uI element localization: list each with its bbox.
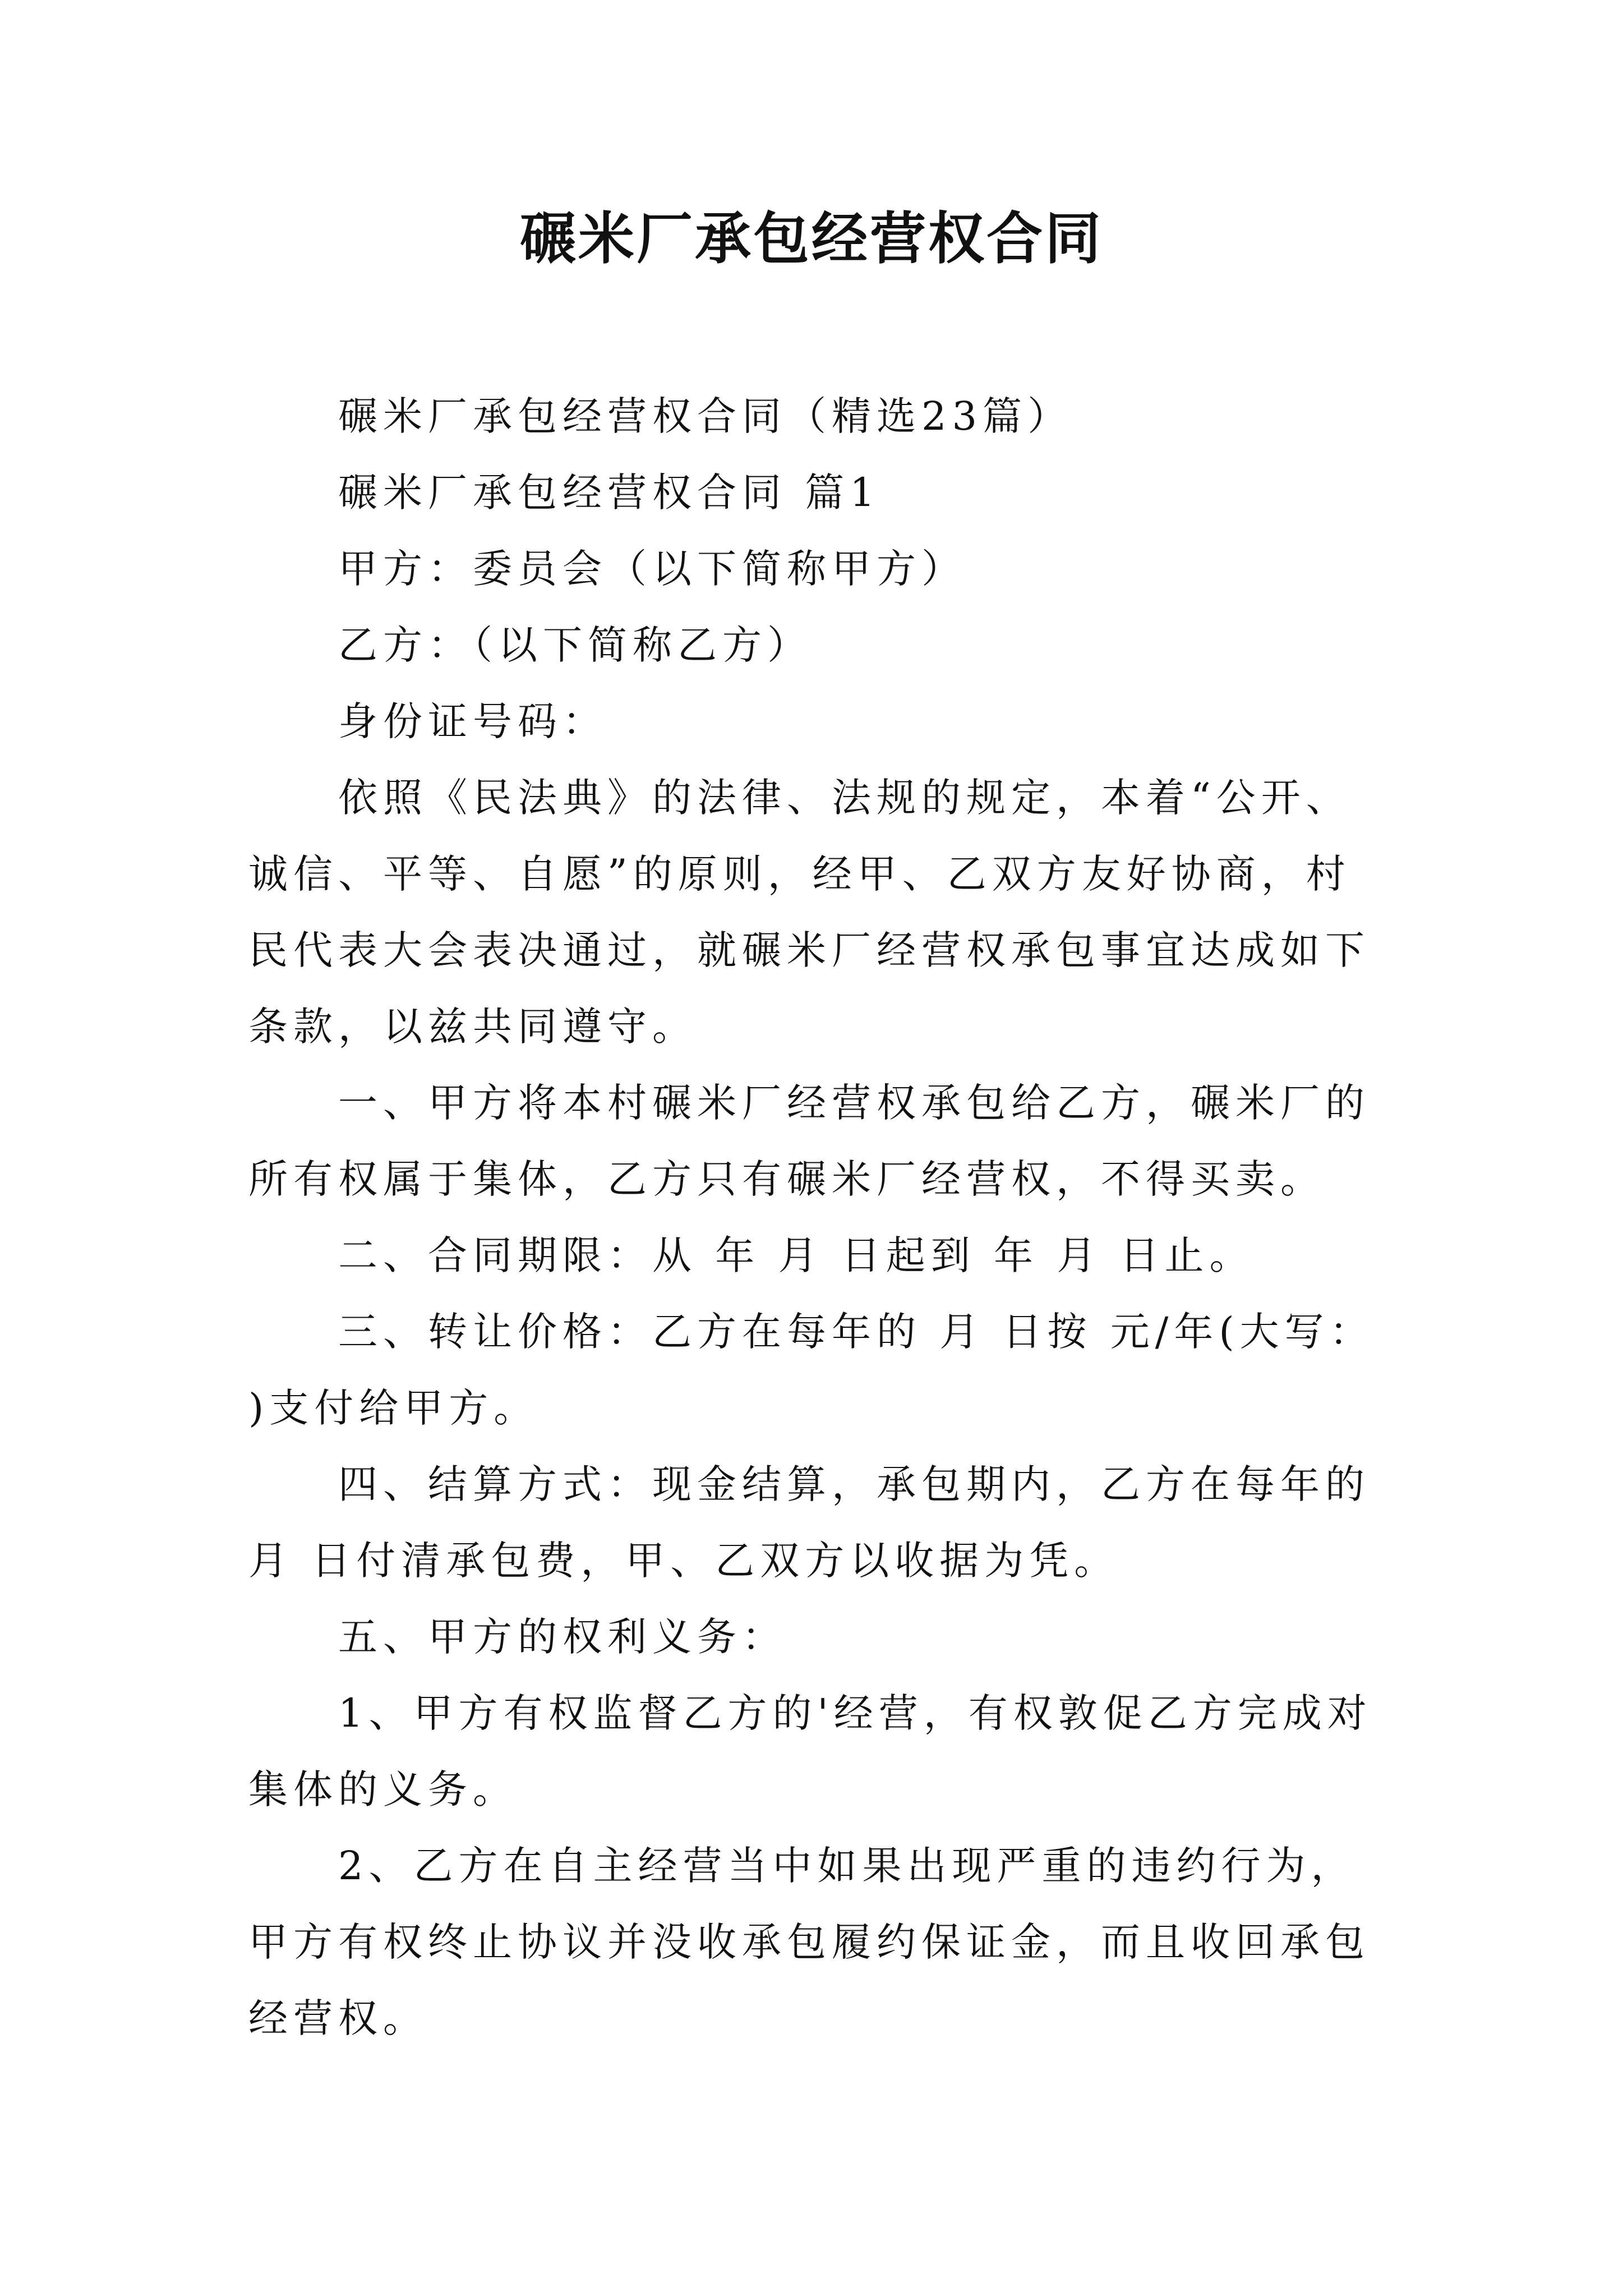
paragraph-clause-5-item-1: 1、甲方有权监督乙方的'经营，有权敦促乙方完成对集体的义务。 xyxy=(248,1690,1372,1812)
paragraph-contract-heading: 碾米厂承包经营权合同 篇1 xyxy=(338,470,880,516)
paragraph-collection-title: 碾米厂承包经营权合同（精选23篇） xyxy=(338,393,1073,439)
paragraph-clause-2: 二、合同期限：从 年 月 日起到 年 月 日止。 xyxy=(338,1232,1255,1278)
document-title: 碾米厂承包经营权合同 xyxy=(520,205,1103,272)
document-body xyxy=(248,378,1381,2056)
paragraph-preamble: 依照《民法典》的法律、法规的规定，本着“公开、诚信、平等、自愿”的原则，经甲、乙双方友好协商，村民代表大会表决通过，就碾米厂经营权承包事宜达成如下条款，以兹共同遵守。 xyxy=(248,775,1370,1050)
paragraph-clause-1: 一、甲方将本村碾米厂经营权承包给乙方，碾米厂的所有权属于集体，乙方只有碾米厂经营权，不得买卖。 xyxy=(248,1080,1370,1202)
paragraph-id-number: 身份证号码： xyxy=(338,698,607,744)
paragraph-party-a: 甲方：委员会（以下简称甲方） xyxy=(338,546,966,592)
paragraph-clause-5-item-2: 2、乙方在自主经营当中如果出现严重的违约行为，甲方有权终止协议并没收承包履约保证金，而且收回承包经营权。 xyxy=(248,1843,1370,2041)
paragraph-clause-3: 三、转让价格：乙方在每年的 月 日按 元/年(大写： )支付给甲方。 xyxy=(248,1309,1375,1431)
paragraph-party-b: 乙方：（以下简称乙方） xyxy=(338,622,812,668)
paragraph-clause-4: 四、结算方式：现金结算，承包期内，乙方在每年的 月 日付清承包费，甲、乙双方以收据为凭。 xyxy=(248,1461,1370,1584)
paragraph-clause-5: 五、甲方的权利义务： xyxy=(338,1614,787,1660)
